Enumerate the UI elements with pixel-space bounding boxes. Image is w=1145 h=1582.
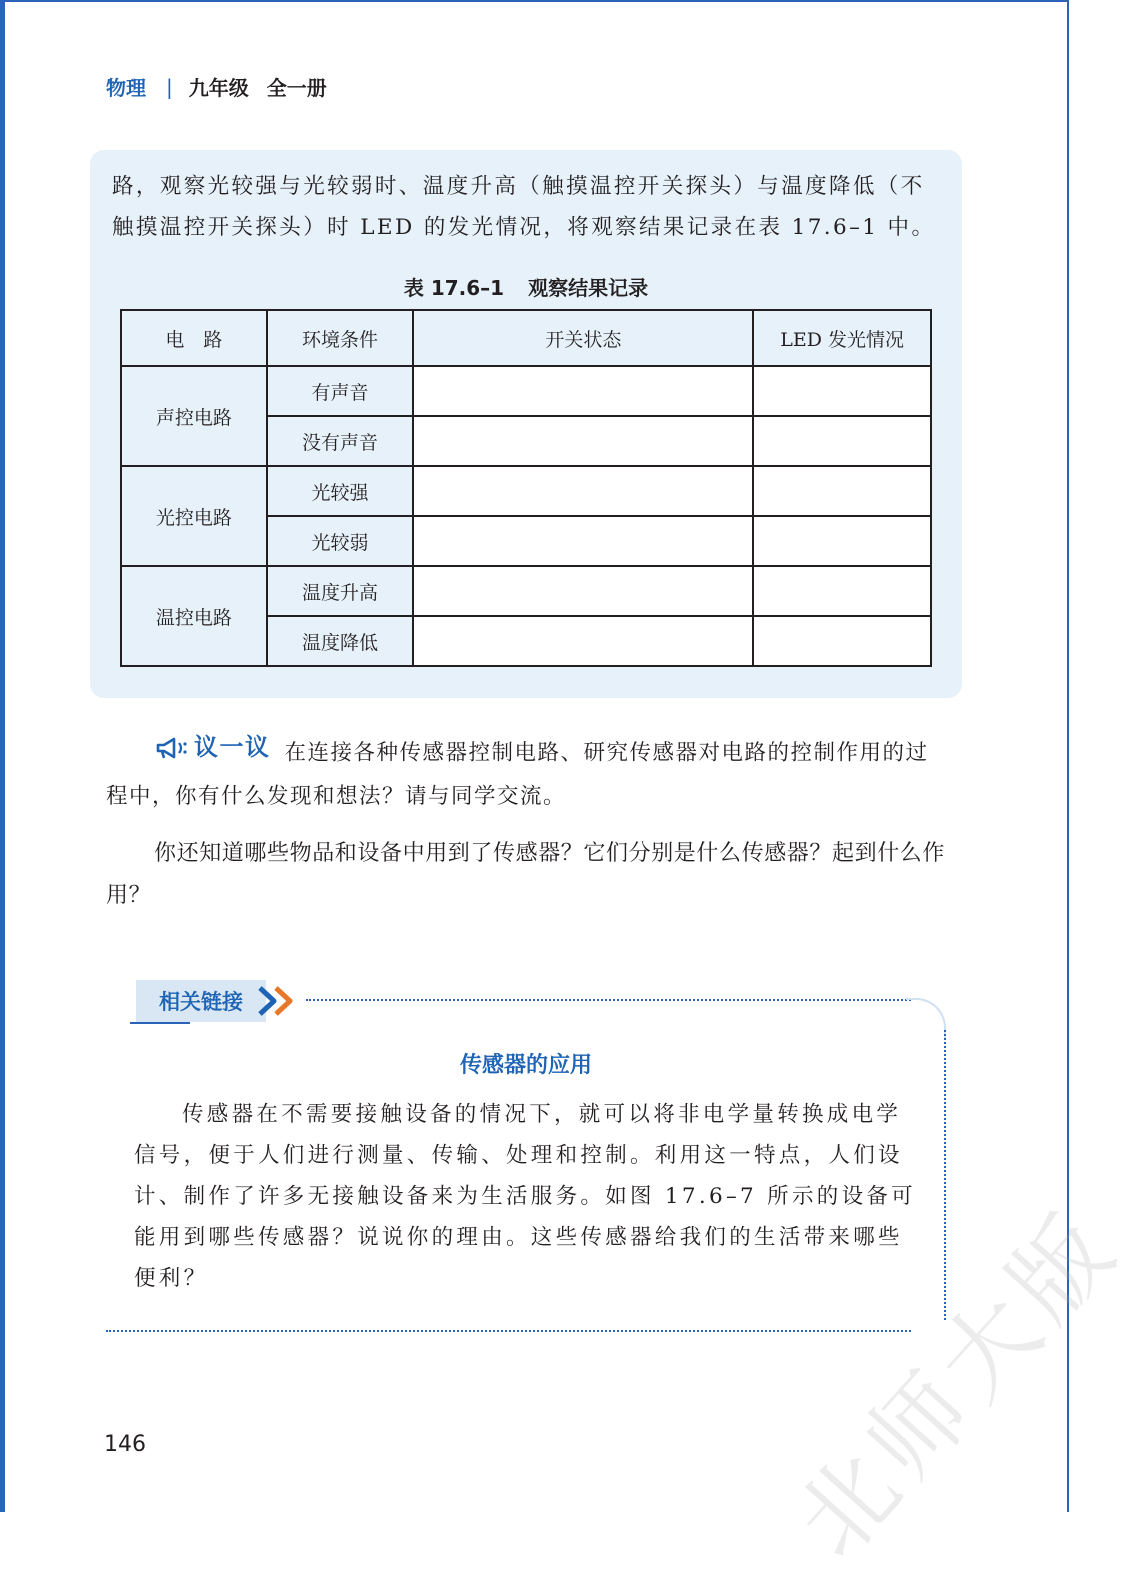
discussion-section [106,726,951,818]
circuit-cell: 光控电路 [121,466,267,566]
article-body: 传感器在不需要接触设备的情况下，就可以将非电学量转换成电学信号，便于人们进行测量、传输、处理和控制。利用这一特点，人们设计、制作了许多无接触设备来为生活服务。如图 17.6–7 所示的设备可能用到哪些传感器？说说你的理由。这些传感器给我们的生活带来哪些便利？ [134,1102,916,1291]
condition-cell: 没有声音 [267,416,414,466]
activity-paragraph: 路，观察光较强与光较弱时、温度升高（触摸温控开关探头）与温度降低（不触摸温控开关探头）时 LED 的发光情况，将观察结果记录在表 17.6–1 中。 [112,174,936,240]
dotted-border-bottom [106,1330,911,1332]
table-caption [90,272,962,301]
discussion-tag-label: 议一议 [194,733,271,761]
activity-box [90,150,962,698]
header-switch-state: 开关状态 [413,310,753,366]
table-row [121,366,931,416]
related-link-label: 相关链接 [136,980,266,1022]
header-subject: 物理 [106,76,146,100]
header-circuit: 电 路 [121,310,267,366]
table-caption-number: 表 17.6–1 [403,276,505,300]
led-status-cell [753,416,931,466]
condition-cell: 光较强 [267,466,414,516]
switch-state-cell [413,566,753,616]
condition-cell: 温度升高 [267,566,414,616]
table-header-row [121,310,931,366]
observation-table [120,309,932,667]
header-separator: | [166,74,173,99]
header-led-status: LED 发光情况 [753,310,931,366]
watermark-text: 北师大版 [774,1188,1142,1579]
header-grade: 九年级 [188,76,249,100]
led-status-cell [753,566,931,616]
led-status-cell [753,516,931,566]
discussion-tag [156,726,271,769]
table-row [121,566,931,616]
article-title: 传感器的应用 [459,1053,592,1078]
megaphone-icon [156,736,190,760]
running-header [106,72,327,101]
switch-state-cell [413,466,753,516]
switch-state-cell [413,616,753,666]
box-corner [906,998,946,1038]
ribbon-underline [130,1022,190,1024]
question-paragraph: 你还知道哪些物品和设备中用到了传感器？它们分别是什么传感器？起到什么作用？ [106,841,946,908]
led-status-cell [753,466,931,516]
circuit-cell: 温控电路 [121,566,267,666]
header-condition: 环境条件 [267,310,414,366]
switch-state-cell [413,516,753,566]
table-row [121,466,931,516]
led-status-cell [753,366,931,416]
condition-cell: 温度降低 [267,616,414,666]
condition-cell: 光较弱 [267,516,414,566]
page-number: 146 [104,1432,146,1457]
related-link-section [106,980,946,1332]
table-caption-title: 观察结果记录 [528,276,649,300]
circuit-cell: 声控电路 [121,366,267,466]
discussion-text: 在连接各种传感器控制电路、研究传感器对电路的控制作用的过程中，你有什么发现和想法？请与同学交流。 [106,740,929,809]
condition-cell: 有声音 [267,366,414,416]
dotted-border-top [306,999,911,1001]
led-status-cell [753,616,931,666]
switch-state-cell [413,366,753,416]
switch-state-cell [413,416,753,466]
header-volume: 全一册 [266,76,327,100]
double-chevron-icon [256,986,306,1016]
